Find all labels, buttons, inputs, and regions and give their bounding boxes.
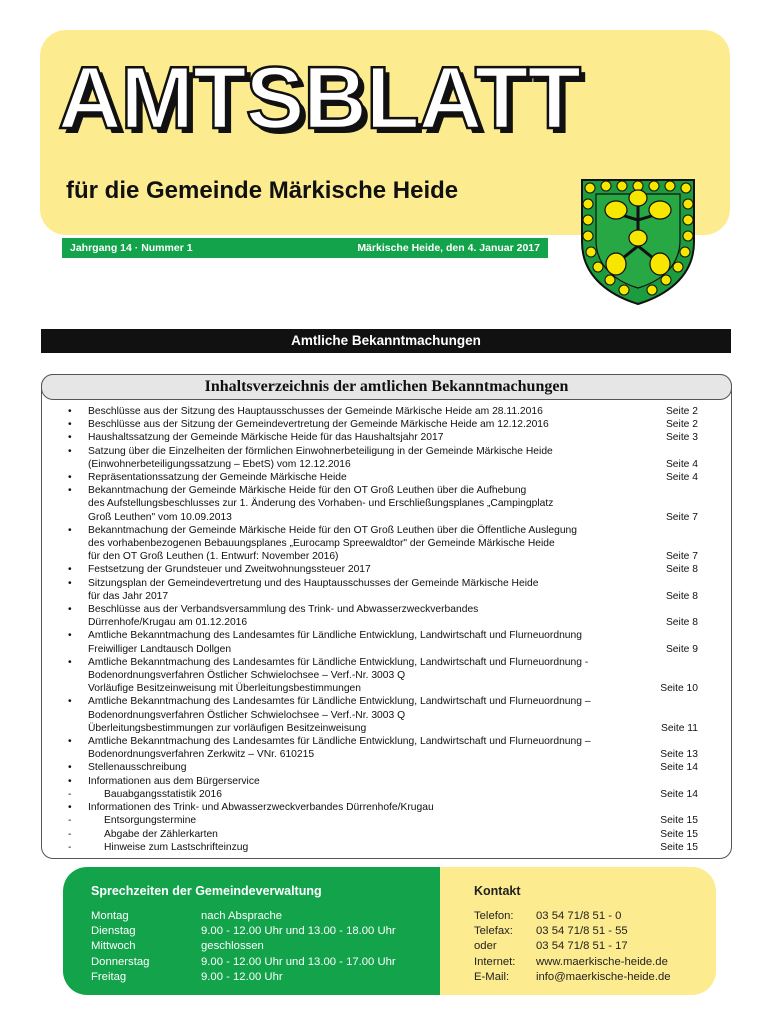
toc-page-ref: Seite 3	[665, 432, 698, 444]
contact-value: 03 54 71/8 51 - 17	[536, 940, 628, 953]
contact-row	[474, 924, 671, 939]
toc-subentry-text: Hinweise zum Lastschrifteinzug	[104, 841, 249, 853]
toc-entry	[64, 563, 698, 576]
toc-page-ref: Seite 4	[665, 472, 698, 484]
toc-list	[64, 405, 698, 854]
toc-subentry-text: Bauabgangsstatistik 2016	[104, 788, 222, 800]
contact-label: Telefax:	[474, 925, 513, 938]
toc-heading: Inhaltsverzeichnis der amtlichen Bekanntmachungen	[41, 374, 732, 400]
bullet-icon: •	[68, 577, 72, 589]
opening-time: 9.00 - 12.00 Uhr	[201, 970, 283, 983]
toc-entry-line: Freiwilliger Landtausch Dollgen	[88, 643, 232, 655]
toc-page-ref: Seite 10	[660, 683, 698, 695]
office-hours-row	[91, 970, 396, 985]
toc-entry	[64, 735, 698, 761]
weekday: Montag	[91, 910, 129, 922]
toc-entry	[64, 695, 698, 735]
toc-page-ref: Seite 8	[665, 564, 698, 576]
toc-entry	[64, 484, 698, 524]
office-hours-row	[91, 955, 396, 970]
toc-entry-line: Bekanntmachung der Gemeinde Märkische Heide für den OT Groß Leuthen über die Aufhebung	[88, 485, 527, 497]
toc-entry-line: Festsetzung der Grundsteuer und Zweitwohnungssteuer 2017	[88, 564, 371, 576]
toc-entry-line: für das Jahr 2017	[88, 590, 169, 602]
toc-entry	[64, 761, 698, 774]
toc-page-ref: Seite 13	[660, 749, 698, 761]
toc-subentry	[64, 814, 698, 827]
opening-time: geschlossen	[201, 940, 264, 953]
bullet-icon: •	[68, 696, 72, 708]
toc-entry	[64, 431, 698, 444]
toc-entry-line: Überleitungsbestimmungen zur vorläufigen Besitzeinweisung	[88, 722, 367, 734]
weekday: Dienstag	[91, 925, 136, 938]
opening-time: 9.00 - 12.00 Uhr und 13.00 - 17.00 Uhr	[201, 955, 396, 968]
toc-entry	[64, 471, 698, 484]
contact-list	[474, 909, 671, 985]
bullet-icon: •	[68, 524, 72, 536]
bullet-icon: •	[68, 802, 72, 814]
toc-entry	[64, 405, 698, 418]
toc-page-ref: Seite 7	[665, 551, 698, 563]
contact-label: Internet:	[474, 955, 516, 968]
contact-value: 03 54 71/8 51 - 0	[536, 910, 622, 922]
contact-value: info@maerkische-heide.de	[536, 970, 671, 983]
toc-entry	[64, 445, 698, 471]
bullet-icon: •	[68, 736, 72, 748]
contact-value: 03 54 71/8 51 - 55	[536, 925, 628, 938]
contact-row	[474, 970, 671, 985]
office-hours-heading: Sprechzeiten der Gemeindeverwaltung	[91, 884, 322, 898]
contact-label: Telefon:	[474, 910, 514, 922]
toc-entry	[64, 524, 698, 564]
bullet-icon: •	[68, 485, 72, 497]
toc-subentry	[64, 788, 698, 801]
toc-page-ref: Seite 11	[660, 722, 698, 734]
contact-value: www.maerkische-heide.de	[536, 955, 668, 968]
opening-time: 9.00 - 12.00 Uhr und 13.00 - 18.00 Uhr	[201, 925, 396, 938]
toc-entry-line: Repräsentationssatzung der Gemeinde Märkische Heide	[88, 472, 347, 484]
toc-entry-line: des vorhabenbezogenen Bebauungsplanes „Eurocamp Spreewaldtor" der Gemeinde Märkische Heide	[88, 538, 555, 550]
toc-entry-line: Sitzungsplan der Gemeindevertretung und des Hauptausschusses der Gemeinde Märkische Heide	[88, 577, 539, 589]
toc-entry-line: Informationen des Trink- und Abwasserzweckverbandes Dürrenhofe/Krugau	[88, 802, 434, 814]
toc-entry-line: Vorläufige Besitzeinweisung mit Überleitungsbestimmungen	[88, 683, 362, 695]
toc-entry-line: Satzung über die Einzelheiten der förmlichen Einwohnerbeteiligung in der Gemeinde Märkische Heide	[88, 445, 553, 457]
issue-number: Jahrgang 14 · Nummer 1	[70, 242, 193, 254]
toc-entry-line: Bekanntmachung der Gemeinde Märkische Heide für den OT Groß Leuthen über die Öffentliche Auslegung	[88, 524, 578, 536]
newspaper-title: AMTSBLATT	[58, 48, 581, 147]
toc-entry-line: Bodenordnungsverfahren Zerkwitz – VNr. 610215	[88, 749, 315, 761]
toc-page-ref: Seite 14	[660, 762, 698, 774]
contact-label: oder	[474, 940, 497, 953]
contact-panel	[440, 867, 716, 995]
office-hours-row	[91, 909, 396, 924]
toc-entry	[64, 418, 698, 431]
toc-page-ref: Seite 8	[665, 617, 698, 629]
toc-page-ref: Seite 8	[665, 590, 698, 602]
toc-entry-line: Amtliche Bekanntmachung des Landesamtes für Ländliche Entwicklung, Landwirtschaft und Flurneuordnung –	[88, 696, 591, 708]
toc-entry-line: Bodenordnungsverfahren Östlicher Schwielochsee – Verf.-Nr. 3003 Q	[88, 709, 406, 721]
office-hours-row	[91, 924, 396, 939]
toc-entry-line: Beschlüsse aus der Sitzung der Gemeindevertretung der Gemeinde Märkische Heide am 12.12.2016	[88, 419, 549, 431]
section-title: Amtliche Bekanntmachungen	[41, 329, 731, 353]
bullet-icon: •	[68, 432, 72, 444]
bullet-icon: •	[68, 564, 72, 576]
contact-row	[474, 955, 671, 970]
toc-entry-line: Informationen aus dem Bürgerservice	[88, 775, 260, 787]
weekday: Donnerstag	[91, 955, 150, 968]
toc-entry-line: Groß Leuthen" vom 10.09.2013	[88, 511, 232, 523]
table-of-contents	[41, 374, 732, 859]
bullet-icon: •	[68, 445, 72, 457]
office-hours-list	[91, 909, 396, 985]
bullet-icon: •	[68, 604, 72, 616]
bullet-icon: •	[68, 630, 72, 642]
toc-subentry	[64, 828, 698, 841]
toc-page-ref: Seite 4	[665, 458, 698, 470]
toc-entry-line: (Einwohnerbeteiligungssatzung – EbetS) vom 12.12.2016	[88, 458, 351, 470]
toc-entry	[64, 656, 698, 696]
toc-entry	[64, 577, 698, 603]
dash-icon: -	[68, 841, 72, 853]
contact-row	[474, 909, 671, 924]
bullet-icon: •	[68, 656, 72, 668]
toc-entry-line: des Aufstellungsbeschlusses zur 1. Änderung des Vorhaben- und Erschließungsplanes „Campingplatz	[88, 498, 554, 510]
toc-entry-line: Amtliche Bekanntmachung des Landesamtes für Ländliche Entwicklung, Landwirtschaft und Flurneuordnung	[88, 630, 582, 642]
toc-page-ref: Seite 9	[665, 643, 698, 655]
toc-entry-line: Bodenordnungsverfahren Östlicher Schwielochsee – Verf.-Nr. 3003 Q	[88, 670, 406, 682]
bullet-icon: •	[68, 419, 72, 431]
opening-time: nach Absprache	[201, 910, 283, 922]
weekday: Freitag	[91, 970, 127, 983]
toc-entry-line: Beschlüsse aus der Verbandsversammlung des Trink- und Abwasserzweckverbandes	[88, 604, 479, 616]
toc-entry-line: Stellenausschreibung	[88, 762, 187, 774]
toc-page-ref: Seite 15	[660, 815, 698, 827]
toc-page-ref: Seite 15	[660, 841, 698, 853]
toc-entry-line: Amtliche Bekanntmachung des Landesamtes für Ländliche Entwicklung, Landwirtschaft und Flurneuordnung –	[88, 736, 591, 748]
toc-page-ref: Seite 15	[660, 828, 698, 840]
toc-subentry-text: Abgabe der Zählerkarten	[104, 828, 218, 840]
toc-entry	[64, 801, 698, 814]
bullet-icon: •	[68, 775, 72, 787]
contact-heading: Kontakt	[474, 884, 521, 898]
coat-of-arms-icon	[578, 176, 698, 306]
toc-subentry	[64, 841, 698, 854]
bullet-icon: •	[68, 472, 72, 484]
toc-page-ref: Seite 2	[665, 419, 698, 431]
toc-entry-line: Amtliche Bekanntmachung des Landesamtes für Ländliche Entwicklung, Landwirtschaft und Flurneuordnung -	[88, 656, 589, 668]
dash-icon: -	[68, 815, 72, 827]
toc-entry	[64, 775, 698, 788]
weekday: Mittwoch	[91, 940, 136, 953]
toc-entry-line: Dürrenhofe/Krugau am 01.12.2016	[88, 617, 248, 629]
office-hours-row	[91, 939, 396, 954]
issue-place-date: Märkische Heide, den 4. Januar 2017	[357, 242, 540, 254]
office-hours-panel	[63, 867, 440, 995]
contact-label: E-Mail:	[474, 970, 510, 983]
toc-entry	[64, 629, 698, 655]
dash-icon: -	[68, 828, 72, 840]
toc-page-ref: Seite 7	[665, 511, 698, 523]
contact-row	[474, 939, 671, 954]
toc-page-ref: Seite 2	[665, 406, 698, 417]
bullet-icon: •	[68, 762, 72, 774]
toc-entry-line: Beschlüsse aus der Sitzung des Hauptausschusses der Gemeinde Märkische Heide am 28.11.2016	[88, 406, 543, 417]
issue-info-bar	[62, 238, 548, 258]
toc-entry-line: für den OT Groß Leuthen (1. Entwurf: November 2016)	[88, 551, 339, 563]
dash-icon: -	[68, 788, 72, 800]
toc-page-ref: Seite 14	[660, 788, 698, 800]
toc-entry	[64, 603, 698, 629]
bullet-icon: •	[68, 406, 72, 417]
toc-subentry-text: Entsorgungstermine	[104, 815, 197, 827]
newspaper-subtitle: für die Gemeinde Märkische Heide	[66, 177, 459, 204]
toc-entry-line: Haushaltssatzung der Gemeinde Märkische Heide für das Haushaltsjahr 2017	[88, 432, 444, 444]
